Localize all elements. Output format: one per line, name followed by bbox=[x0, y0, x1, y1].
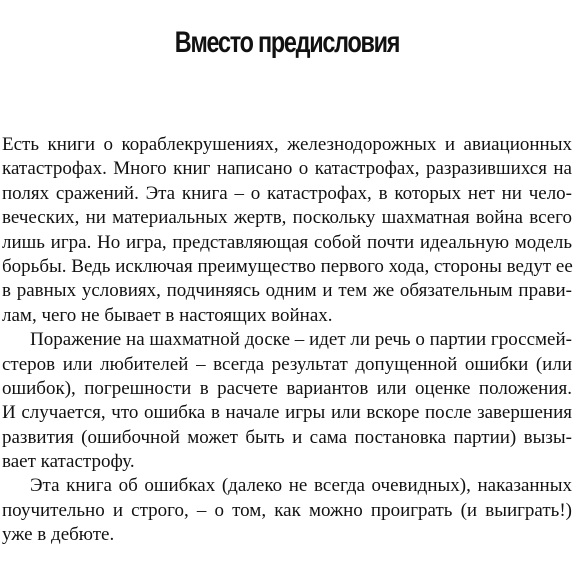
text-line: уже в дебюте. bbox=[2, 524, 115, 546]
paragraph-1 bbox=[2, 133, 572, 328]
text-line: ошибок), погрешности в расчете вариантов или оценке положения. bbox=[2, 377, 572, 399]
text-line: развития (ошибочной может быть и сама постановка партии) вызы- bbox=[2, 426, 572, 448]
text-line: лишь игра. Но игра, представляющая собой почти идеальную модель bbox=[2, 231, 572, 253]
paragraph-3 bbox=[2, 474, 572, 547]
text-line: стеров или любителей – всегда результат допущенной ошибки (или bbox=[2, 353, 572, 375]
text-line: катастрофах. Много книг написано о катастрофах, разразившихся на bbox=[2, 158, 572, 180]
paragraph-2 bbox=[2, 328, 572, 474]
text-line: вает катастрофу. bbox=[2, 451, 135, 473]
text-line: веческих, ни материальных жертв, поскольку шахматная война всего bbox=[2, 207, 572, 229]
text-line: поучительно и строго, – о том, как можно проиграть (и выиграть!) bbox=[2, 499, 572, 521]
text-line: Поражение на шахматной доске – идет ли речь о партии гроссмей- bbox=[30, 329, 572, 351]
body-text bbox=[2, 133, 572, 548]
text-line: лам, чего не бывает в настоящих войнах. bbox=[2, 304, 333, 326]
text-line: Есть книги о кораблекрушениях, железнодорожных и авиационных bbox=[2, 134, 572, 155]
text-line: в равных условиях, подчиняясь одним и тем же обязательным прави- bbox=[2, 280, 572, 302]
text-line: И случается, что ошибка в начале игры или вскоре после завершения bbox=[2, 402, 572, 424]
text-line: борьбы. Ведь исключая преимущество первого хода, стороны ведут ее bbox=[2, 255, 573, 277]
chapter-title: Вместо предисловия bbox=[174, 26, 400, 59]
text-line: полях сражений. Эта книга – о катастрофах, в которых нет ни чело- bbox=[2, 182, 572, 204]
text-line: Эта книга об ошибках (далеко не всегда очевидных), наказанных bbox=[30, 475, 572, 497]
